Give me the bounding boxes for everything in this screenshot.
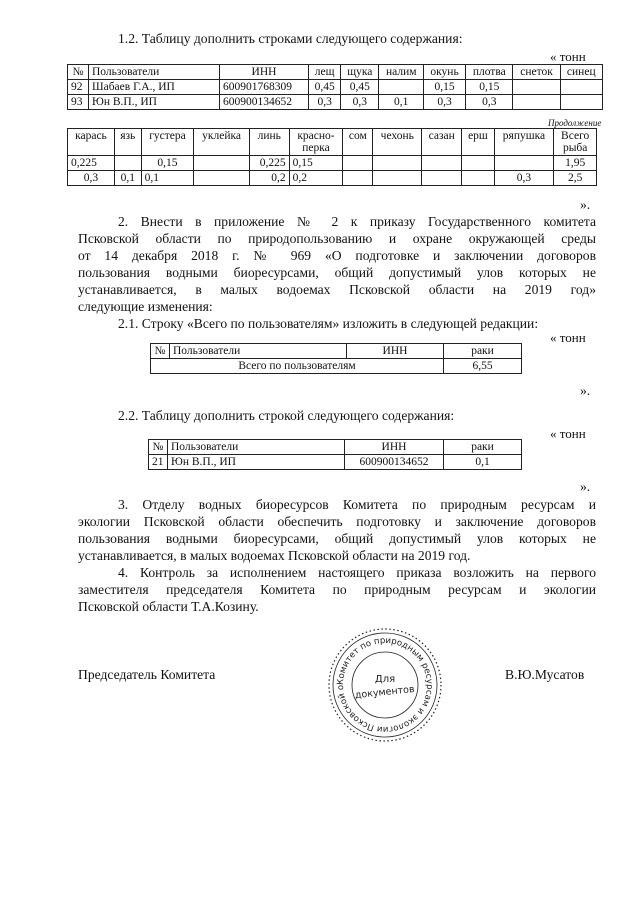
cell: 0,15 — [424, 80, 466, 95]
header-silver-bream: густера — [141, 129, 194, 156]
stamp-seal-icon — [326, 626, 444, 744]
official-stamp — [326, 626, 444, 744]
header-ruffe: ерш — [462, 129, 494, 156]
cell: 0,15 — [141, 156, 194, 171]
cell: 0,225 — [249, 156, 289, 171]
table-row — [68, 80, 603, 95]
cell: 600901768309 — [220, 80, 309, 95]
header-inn: ИНН — [220, 65, 309, 80]
table-header-row — [151, 344, 522, 359]
header-inn: ИНН — [345, 440, 444, 455]
stamp-inner-ring — [333, 633, 437, 737]
section-3-line: экологии Псковской области обеспечить подготовку и заключение договоров — [78, 514, 596, 529]
header-crayfish: раки — [444, 344, 522, 359]
header-pike: щука — [341, 65, 379, 80]
stamp-ring-text-path: Комитет по природным ресурсам и экологии Псковской о — [335, 635, 435, 735]
cell: 0,45 — [309, 80, 341, 95]
header-inn: ИНН — [347, 344, 444, 359]
cell — [373, 171, 422, 186]
add-row-table — [148, 439, 522, 470]
header-total-part1: Всего — [561, 130, 590, 142]
cell: 2,5 — [554, 171, 597, 186]
cell — [343, 171, 373, 186]
header-carp: сазан — [422, 129, 462, 156]
cell — [494, 156, 554, 171]
cell: 600900134652 — [220, 95, 309, 110]
cell — [462, 171, 494, 186]
table-header-row — [149, 440, 522, 455]
cell — [560, 80, 602, 95]
section-2-line: от 14 декабря 2018 г. № 969 «О подготовке и заключении договоров — [78, 248, 596, 263]
cell — [379, 80, 424, 95]
header-number: № — [151, 344, 170, 359]
header-rudd-part1: красно- — [297, 130, 335, 142]
cell: 21 — [149, 455, 168, 470]
cell — [513, 80, 560, 95]
header-tench: линь — [249, 129, 289, 156]
stamp-center-line2: документов — [354, 683, 416, 702]
section-2-line: Псковской области по природопользованию и охране окружающей среды — [78, 231, 596, 246]
users-fish-table-2 — [67, 128, 597, 186]
cell: 0,1 — [444, 455, 522, 470]
header-users: Пользователи — [170, 344, 347, 359]
cell — [422, 171, 462, 186]
cell: 92 — [68, 80, 89, 95]
total-users-table — [150, 343, 522, 374]
cell: 0,3 — [309, 95, 341, 110]
cell: 0,2 — [249, 171, 289, 186]
signatory-name: В.Ю.Мусатов — [505, 667, 585, 682]
header-rudd — [289, 129, 343, 156]
header-roach: плотва — [466, 65, 513, 80]
cell: Шабаев Г.А., ИП — [89, 80, 220, 95]
header-perch: окунь — [424, 65, 466, 80]
cell: 0,45 — [341, 80, 379, 95]
stamp-center-line1: Для — [374, 674, 396, 685]
cell: 0,3 — [494, 171, 554, 186]
header-sabrefish: чехонь — [373, 129, 422, 156]
unit-label-3: « тонн — [550, 426, 586, 441]
cell — [422, 156, 462, 171]
section-3-line: 3. Отделу водных биоресурсов Комитета по природным ресурсам и — [118, 497, 596, 512]
section-4-line: заместителя председателя Комитета по природным ресурсам и экологии — [78, 582, 596, 597]
cell — [373, 156, 422, 171]
section-4-line: Псковской области Т.А.Козину. — [78, 599, 259, 614]
header-blue-bream: синец — [560, 65, 602, 80]
header-bleak: уклейка — [194, 129, 250, 156]
section-2-line: следующие изменения: — [78, 299, 213, 314]
cell: 0,3 — [424, 95, 466, 110]
header-burbot: налим — [379, 65, 424, 80]
close-quote-3: ». — [580, 479, 591, 494]
table-header-row — [68, 65, 603, 80]
cell: 0,225 — [68, 156, 115, 171]
table-row — [68, 156, 597, 171]
cell: 1,95 — [554, 156, 597, 171]
header-ide: язь — [114, 129, 141, 156]
header-number: № — [68, 65, 89, 80]
cell: 0,1 — [114, 171, 141, 186]
header-vendace: ряпушка — [494, 129, 554, 156]
cell: 0,3 — [341, 95, 379, 110]
section-2-line: 2. Внести в приложение № 2 к приказу Государственного комитета — [118, 214, 596, 229]
cell — [513, 95, 560, 110]
total-value: 6,55 — [444, 359, 522, 374]
section-2-line: устанавливается, в малых водоемах Псковской области на 2019 год» — [78, 282, 596, 297]
header-rudd-part2: перка — [302, 142, 330, 154]
cell: 93 — [68, 95, 89, 110]
header-total-fish — [554, 129, 597, 156]
header-crayfish: раки — [444, 440, 522, 455]
cell: 0,1 — [141, 171, 194, 186]
section-1-2-title: 1.2. Таблицу дополнить строками следующего содержания: — [118, 31, 463, 46]
header-crucian: карась — [68, 129, 115, 156]
cell: Юн В.П., ИП — [168, 455, 345, 470]
header-number: № — [149, 440, 168, 455]
table-row — [68, 95, 603, 110]
cell: 0,15 — [289, 156, 343, 171]
section-2-1-title: 2.1. Строку «Всего по пользователям» изложить в следующей редакции: — [118, 316, 539, 331]
cell: 0,1 — [379, 95, 424, 110]
header-users: Пользователи — [89, 65, 220, 80]
section-3-line: пользования водными биоресурсами, общий допустимый улов которых не — [78, 531, 596, 546]
section-2-2-title: 2.2. Таблицу дополнить строкой следующего содержания: — [118, 408, 455, 423]
cell: 0,2 — [289, 171, 343, 186]
cell: 0,15 — [466, 80, 513, 95]
cell: 0,3 — [68, 171, 115, 186]
cell — [114, 156, 141, 171]
close-quote-1: ». — [580, 197, 591, 212]
section-4-line: 4. Контроль за исполнением настоящего приказа возложить на первого — [118, 565, 596, 580]
section-3-line: устанавливается, в малых водоемах Псковской области на 2019 год. — [78, 548, 471, 563]
users-fish-table-1 — [67, 64, 603, 110]
total-label: Всего по пользователям — [151, 359, 444, 374]
header-catfish: сом — [343, 129, 373, 156]
cell: 600900134652 — [345, 455, 444, 470]
header-smelt: снеток — [513, 65, 560, 80]
cell — [194, 171, 250, 186]
header-total-part2: рыба — [562, 142, 588, 154]
cell — [194, 156, 250, 171]
cell — [462, 156, 494, 171]
header-bream: лещ — [309, 65, 341, 80]
unit-label: « тонн — [550, 49, 586, 64]
signatory-position: Председатель Комитета — [78, 667, 216, 682]
close-quote-2: ». — [580, 383, 591, 398]
table-row — [68, 171, 597, 186]
cell: Юн В.П., ИП — [89, 95, 220, 110]
table-row — [151, 359, 522, 374]
table-header-row — [68, 129, 597, 156]
section-3-paragraph — [78, 496, 596, 564]
unit-label-2: « тонн — [550, 330, 586, 345]
header-users: Пользователи — [168, 440, 345, 455]
table-row — [149, 455, 522, 470]
section-2-paragraph — [78, 213, 596, 315]
cell: 0,3 — [466, 95, 513, 110]
cell — [343, 156, 373, 171]
cell — [560, 95, 602, 110]
continuation-label: Продолжение — [548, 118, 602, 128]
section-2-line: пользования водными биоресурсами, общий допустимый улов которых не — [78, 265, 596, 280]
section-4-paragraph — [78, 564, 596, 615]
